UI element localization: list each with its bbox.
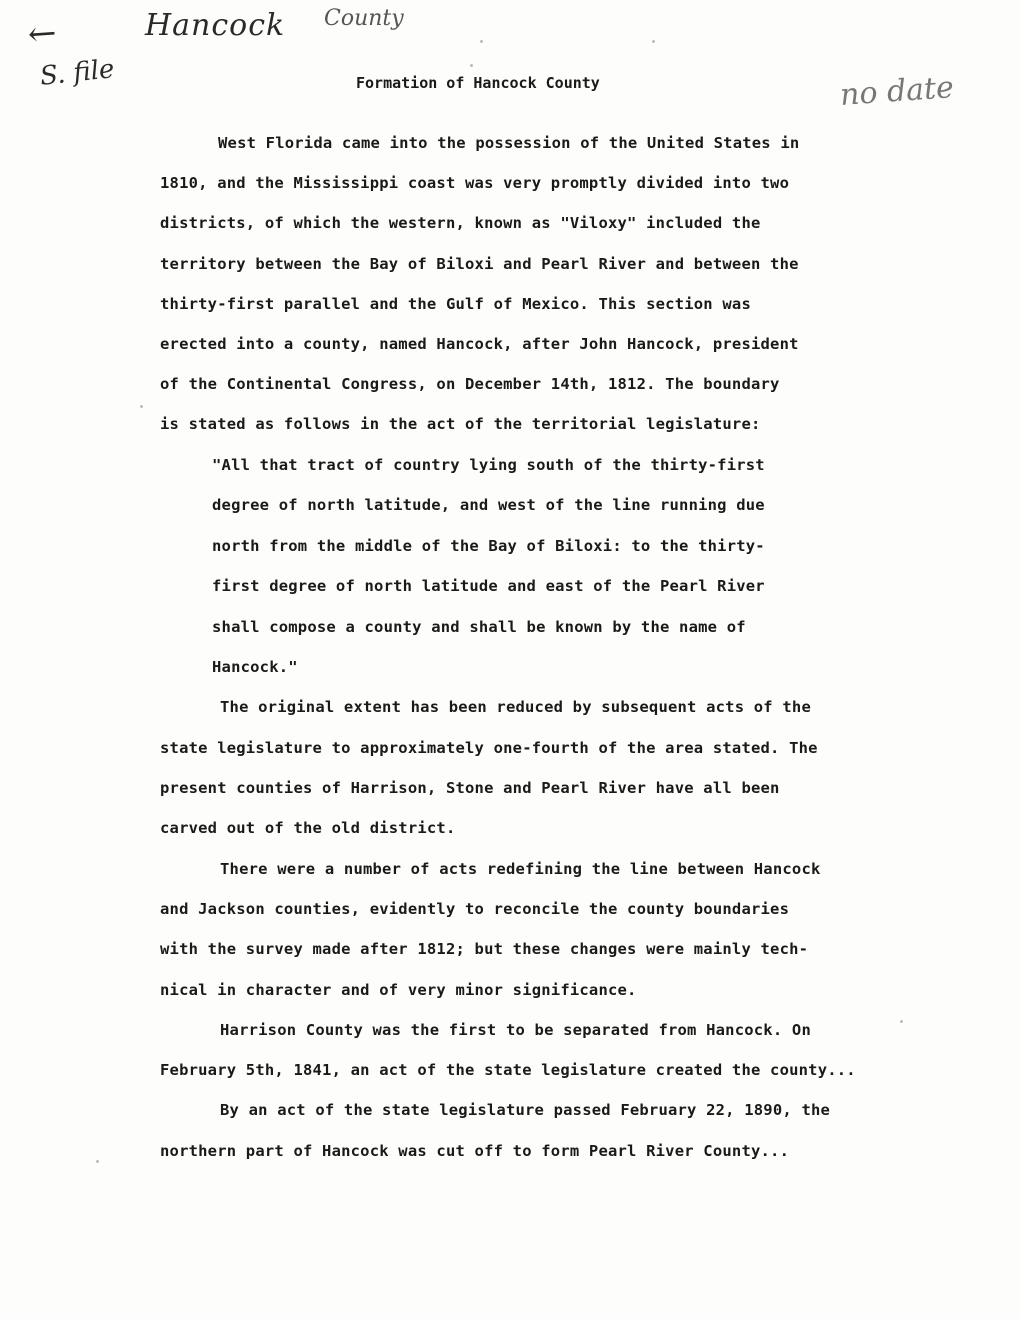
text-line: thirty-first parallel and the Gulf of Mexico. This section was: [160, 295, 751, 313]
quote-line: first degree of north latitude and east of the Pearl River: [212, 577, 765, 595]
handwritten-county-word: County: [324, 6, 404, 31]
text-line: carved out of the old district.: [160, 819, 456, 837]
text-line: Harrison County was the first to be separated from Hancock. On: [220, 1021, 811, 1039]
handwritten-file-note: S. file: [38, 54, 116, 92]
text-line: nical in character and of very minor significance.: [160, 981, 637, 999]
text-line: districts, of which the western, known as "Viloxy" included the: [160, 214, 761, 232]
scan-speck: [900, 1020, 903, 1023]
text-line: The original extent has been reduced by subsequent acts of the: [220, 698, 811, 716]
quote-line: shall compose a county and shall be known by the name of: [212, 618, 746, 636]
text-line: with the survey made after 1812; but these changes were mainly tech-: [160, 940, 809, 958]
scan-speck: [480, 40, 483, 43]
scan-speck: [96, 1160, 99, 1163]
text-line: state legislature to approximately one-fourth of the area stated. The: [160, 739, 818, 757]
text-line: 1810, and the Mississippi coast was very promptly divided into two: [160, 174, 790, 192]
handwritten-date-note: no date: [838, 70, 955, 113]
text-line: territory between the Bay of Biloxi and Pearl River and between the: [160, 255, 799, 273]
text-line: erected into a county, named Hancock, after John Hancock, president: [160, 335, 799, 353]
text-line: West Florida came into the possession of the United States in: [218, 134, 800, 152]
text-line: present counties of Harrison, Stone and Pearl River have all been: [160, 779, 780, 797]
document-title: Formation of Hancock County: [356, 74, 600, 92]
quote-line: "All that tract of country lying south of the thirty-first: [212, 456, 765, 474]
quote-line: degree of north latitude, and west of the line running due: [212, 496, 765, 514]
text-line: is stated as follows in the act of the territorial legislature:: [160, 415, 761, 433]
text-line: and Jackson counties, evidently to reconcile the county boundaries: [160, 900, 790, 918]
text-line: By an act of the state legislature passed February 22, 1890, the: [220, 1101, 831, 1119]
text-line: of the Continental Congress, on December 14th, 1812. The boundary: [160, 375, 780, 393]
handwritten-arrow: ←: [26, 13, 58, 55]
handwritten-county-name: Hancock: [145, 8, 286, 43]
quote-line: Hancock.": [212, 658, 298, 676]
scan-speck: [470, 64, 473, 67]
quote-line: north from the middle of the Bay of Biloxi: to the thirty-: [212, 537, 765, 555]
text-line: February 5th, 1841, an act of the state legislature created the county...: [160, 1061, 856, 1079]
text-line: northern part of Hancock was cut off to form Pearl River County...: [160, 1142, 790, 1160]
scan-speck: [652, 40, 655, 43]
text-line: There were a number of acts redefining the line between Hancock: [220, 860, 821, 878]
scan-speck: [140, 405, 143, 408]
